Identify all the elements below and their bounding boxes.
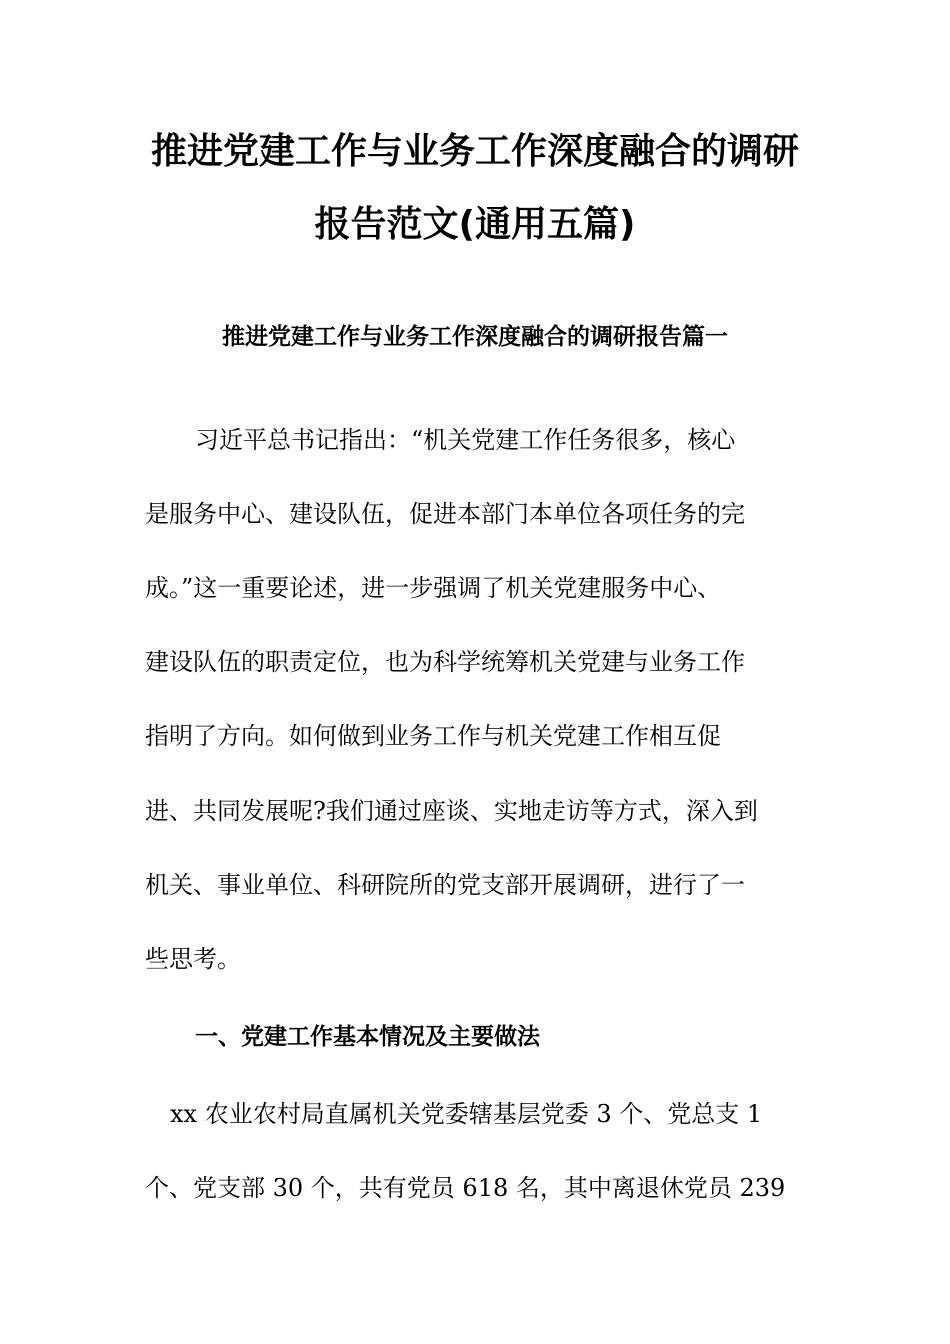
section-title: 推进党建工作与业务工作深度融合的调研报告篇一 xyxy=(222,324,728,350)
paragraph-1-line-5: 指明了方向。如何做到业务工作与机关党建工作相互促 xyxy=(145,722,721,750)
paragraph-1-line-1: 习近平总书记指出：“机关党建工作任务很多，核心 xyxy=(195,426,736,454)
paragraph-1-line-2: 是服务中心、建设队伍，促进本部门本单位各项任务的完 xyxy=(145,500,745,528)
heading-basic-situation: 一、党建工作基本情况及主要做法 xyxy=(195,1024,540,1050)
paragraph-1-line-7: 机关、事业单位、科研院所的党支部开展调研，进行了一 xyxy=(145,871,745,899)
document-title-line-1: 推进党建工作与业务工作深度融合的调研 xyxy=(150,131,799,172)
paragraph-1-line-8: 些思考。 xyxy=(145,945,241,973)
paragraph-2-line-2: 个、党支部 30 个，共有党员 618 名，其中离退休党员 239 xyxy=(145,1174,786,1202)
paragraph-2-line-1: xx 农业农村局直属机关党委辖基层党委 3 个、党总支 1 xyxy=(170,1100,763,1128)
paragraph-1-line-3: 成。”这一重要论述，进一步强调了机关党建服务中心、 xyxy=(145,574,722,602)
paragraph-1-line-6: 进、共同发展呢?我们通过座谈、实地走访等方式，深入到 xyxy=(145,797,758,825)
document-title-line-2: 报告范文(通用五篇) xyxy=(314,204,636,245)
paragraph-1-line-4: 建设队伍的职责定位，也为科学统筹机关党建与业务工作 xyxy=(145,648,745,676)
